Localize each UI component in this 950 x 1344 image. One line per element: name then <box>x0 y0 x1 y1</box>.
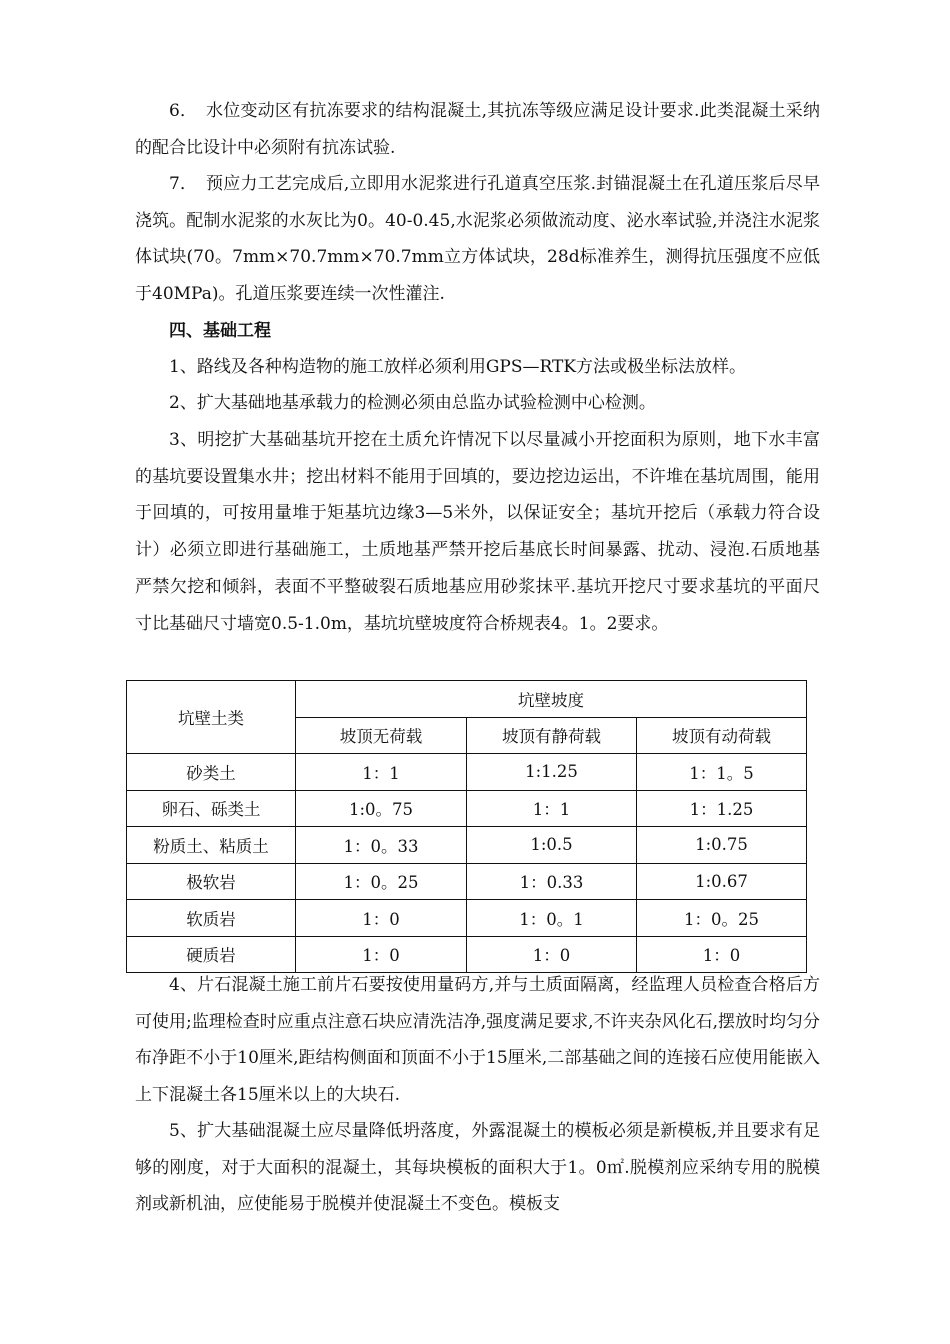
table-subheader: 坡顶有动荷载 <box>637 717 807 754</box>
table-cell: 1：0 <box>467 936 637 973</box>
table-cell: 1:0.75 <box>637 827 807 864</box>
table-cell: 1：1。5 <box>637 754 807 791</box>
table-row <box>127 863 807 900</box>
table-cell: 1:0.5 <box>467 827 637 864</box>
table-row <box>127 790 807 827</box>
paragraph-section-4: 4、片石混凝土施工前片石要按使用量码方,并与土质面隔离，经监理人员检查合格后方可使用;监理检查时应重点注意石块应清洗洁净,强度满足要求,不许夹杂风化石,摆放时均匀分布净距不小于10厘米,距结构侧面和顶面不小于15厘米,二部基础之间的连接石应使用能嵌入上下混凝土各15厘米以上的大块石. <box>135 975 820 1106</box>
table-cell: 1：1 <box>296 754 467 791</box>
table-subheader: 坡顶无荷载 <box>296 717 467 754</box>
table-cell: 1：0。1 <box>467 900 637 937</box>
table-cell: 1:0.67 <box>637 863 807 900</box>
table-cell: 1：0 <box>296 936 467 973</box>
table-cell-soil: 极软岩 <box>127 863 296 900</box>
table-row <box>127 754 807 791</box>
table-cell: 1：1 <box>467 790 637 827</box>
table-row <box>127 900 807 937</box>
table-cell-soil: 软质岩 <box>127 900 296 937</box>
section-heading: 四、基础工程 <box>169 321 271 341</box>
table-header-slope: 坑壁坡度 <box>296 681 807 718</box>
table-cell: 1：0。33 <box>296 827 467 864</box>
table-cell: 1：0。25 <box>637 900 807 937</box>
paragraph-item-7: 7． 预应力工艺完成后,立即用水泥浆进行孔道真空压浆.封锚混凝土在孔道压浆后尽早浇筑。配制水泥浆的水灰比为0。40-0.45,水泥浆必须做流动度、泌水率试验,并浇注水泥浆体试块(70。7mm×70.7mm×70.7mm立方体试块，28d标准养生，测得抗压强度不应低于40MPa)。孔道压浆要连续一次性灌注. <box>135 174 820 305</box>
table-cell: 1：0 <box>637 936 807 973</box>
table-cell-soil: 砂类土 <box>127 754 296 791</box>
table-row <box>127 827 807 864</box>
table-subheader: 坡顶有静荷载 <box>467 717 637 754</box>
table-cell: 1:0。75 <box>296 790 467 827</box>
paragraph-item-6: 6． 水位变动区有抗冻要求的结构混凝土,其抗冻等级应满足设计要求.此类混凝土采纳的配合比设计中必须附有抗冻试验. <box>135 101 820 158</box>
table-cell-soil: 硬质岩 <box>127 936 296 973</box>
paragraph-section-1: 1、路线及各种构造物的施工放样必须利用GPS—RTK方法或极坐标法放样。 <box>169 357 747 377</box>
table-cell: 1：0 <box>296 900 467 937</box>
table-cell: 1：0.33 <box>467 863 637 900</box>
table-cell-soil: 粉质土、粘质土 <box>127 827 296 864</box>
table-header-row <box>127 681 807 718</box>
table-cell-soil: 卵石、砾类土 <box>127 790 296 827</box>
paragraph-section-3: 3、明挖扩大基础基坑开挖在土质允许情况下以尽量减小开挖面积为原则，地下水丰富的基坑要设置集水井；挖出材料不能用于回填的，要边挖边运出，不许堆在基坑周围，能用于回填的，可按用量堆于矩基坑边缘3—5米外，以保证安全；基坑开挖后（承载力符合设计）必须立即进行基础施工，土质地基严禁开挖后基底长时间暴露、扰动、浸泡.石质地基严禁欠挖和倾斜，表面不平整破裂石质地基应用砂浆抹平.基坑开挖尺寸要求基坑的平面尺寸比基础尺寸墙宽0.5-1.0m，基坑坑壁坡度符合桥规表4。1。2要求。 <box>135 430 820 634</box>
table-cell: 1：1.25 <box>637 790 807 827</box>
table-cell: 1:1.25 <box>467 754 637 791</box>
paragraph-section-5: 5、扩大基础混凝土应尽量降低坍落度，外露混凝土的模板必须是新模板,并且要求有足够的刚度，对于大面积的混凝土，其每块模板的面积大于1。0㎡.脱模剂应采纳专用的脱模剂或新机油，应使能易于脱模并使混凝土不变色。模板支 <box>135 1121 820 1215</box>
paragraph-section-2: 2、扩大基础地基承载力的检测必须由总监办试验检测中心检测。 <box>169 393 656 413</box>
table-header-soil-type: 坑壁土类 <box>127 681 296 754</box>
table-cell: 1：0。25 <box>296 863 467 900</box>
slope-table <box>126 680 807 973</box>
